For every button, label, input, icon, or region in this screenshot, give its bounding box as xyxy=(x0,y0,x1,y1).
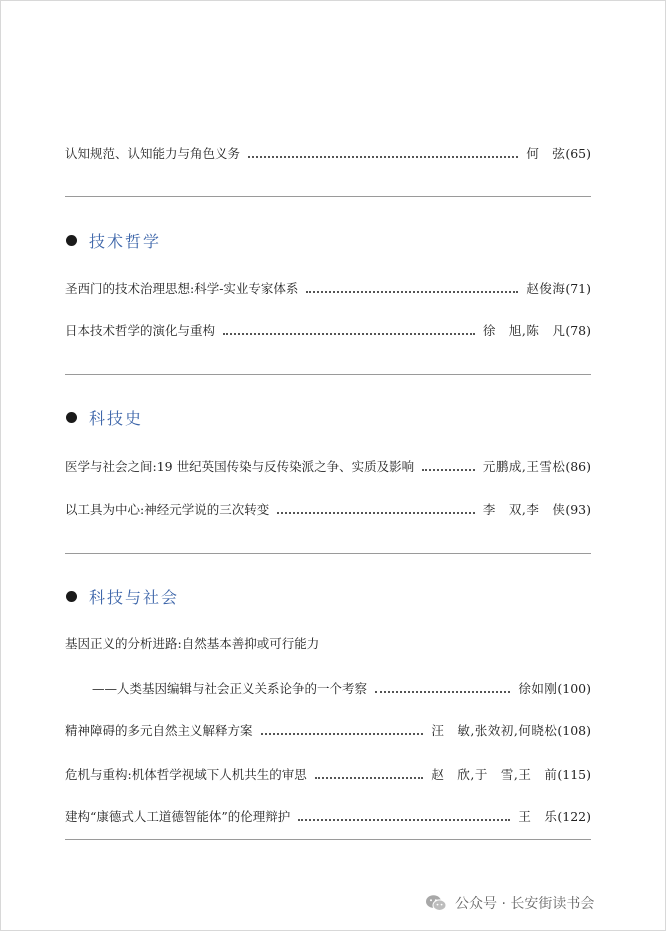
section-divider xyxy=(65,839,591,840)
section-heading-sci-tech-history xyxy=(66,405,143,429)
toc-page-number: (100) xyxy=(557,681,591,696)
toc-author: 赵俊海 xyxy=(526,281,566,296)
section-divider xyxy=(65,553,591,554)
toc-page-number: (108) xyxy=(557,723,591,738)
toc-title: 医学与社会之间:19 世纪英国传染与反传染派之争、实质及影响 xyxy=(65,459,415,474)
toc-title: 精神障碍的多元自然主义解释方案 xyxy=(65,723,253,738)
dot-leader xyxy=(422,469,475,471)
toc-entry[interactable] xyxy=(65,717,591,739)
bullet-icon xyxy=(66,235,77,246)
toc-author: 王 乐 xyxy=(518,809,558,824)
bullet-icon xyxy=(66,412,77,423)
toc-page-number: (65) xyxy=(565,146,591,161)
toc-title: 建构“康德式人工道德智能体”的伦理辩护 xyxy=(65,809,291,824)
toc-entry-subtitle[interactable] xyxy=(92,675,591,697)
dot-leader xyxy=(298,819,510,821)
dot-leader xyxy=(261,733,424,735)
toc-title: 日本技术哲学的演化与重构 xyxy=(65,323,216,338)
toc-author: 李 双,李 侠 xyxy=(482,502,566,517)
toc-entry[interactable] xyxy=(65,317,591,339)
footer-watermark xyxy=(425,890,594,916)
section-title: 科技史 xyxy=(89,408,144,428)
footer-text: 公众号 · 长安街读书会 xyxy=(455,896,595,912)
toc-page-number: (71) xyxy=(565,281,591,296)
toc-subtitle: ——人类基因编辑与社会正义关系论争的一个考察 xyxy=(92,681,368,696)
toc-title: 危机与重构:机体哲学视域下人机共生的审思 xyxy=(65,767,307,782)
section-divider xyxy=(65,196,591,197)
toc-title: 圣西门的技术治理思想:科学-实业专家体系 xyxy=(65,281,299,296)
wechat-icon xyxy=(425,894,447,912)
toc-author: 赵 欣,于 雪,王 前 xyxy=(431,767,558,782)
toc-entry[interactable] xyxy=(65,496,591,518)
dot-leader xyxy=(223,333,475,335)
dot-leader xyxy=(315,777,424,779)
toc-author: 何 弦 xyxy=(526,146,566,161)
dot-leader xyxy=(306,291,518,293)
section-title: 技术哲学 xyxy=(89,231,162,251)
toc-author: 徐 旭,陈 凡 xyxy=(482,323,566,338)
toc-author: 元鹏成,王雪松 xyxy=(482,459,566,474)
section-title: 科技与社会 xyxy=(89,587,180,607)
section-heading-sci-tech-society xyxy=(66,584,179,608)
toc-entry-title-only[interactable] xyxy=(65,630,591,652)
toc-entry[interactable] xyxy=(65,140,591,162)
section-heading-tech-philosophy xyxy=(66,228,161,252)
toc-page-number: (115) xyxy=(557,767,591,782)
toc-entry[interactable] xyxy=(65,453,591,475)
bullet-icon xyxy=(66,591,77,602)
toc-page-number: (86) xyxy=(565,459,591,474)
toc-title: 以工具为中心:神经元学说的三次转变 xyxy=(65,502,270,517)
toc-page-number: (78) xyxy=(565,323,591,338)
dot-leader xyxy=(248,156,518,158)
toc-author: 徐如刚 xyxy=(518,681,558,696)
toc-page-number: (93) xyxy=(565,502,591,517)
toc-entry[interactable] xyxy=(65,803,591,825)
toc-title: 基因正义的分析进路:自然基本善抑或可行能力 xyxy=(65,636,320,651)
toc-entry[interactable] xyxy=(65,275,591,297)
dot-leader xyxy=(375,691,510,693)
toc-page-number: (122) xyxy=(557,809,591,824)
toc-entry[interactable] xyxy=(65,761,591,783)
section-divider xyxy=(65,374,591,375)
toc-title: 认知规范、认知能力与角色义务 xyxy=(65,146,241,161)
dot-leader xyxy=(277,512,475,514)
toc-author: 汪 敏,张效初,何晓松 xyxy=(431,723,558,738)
